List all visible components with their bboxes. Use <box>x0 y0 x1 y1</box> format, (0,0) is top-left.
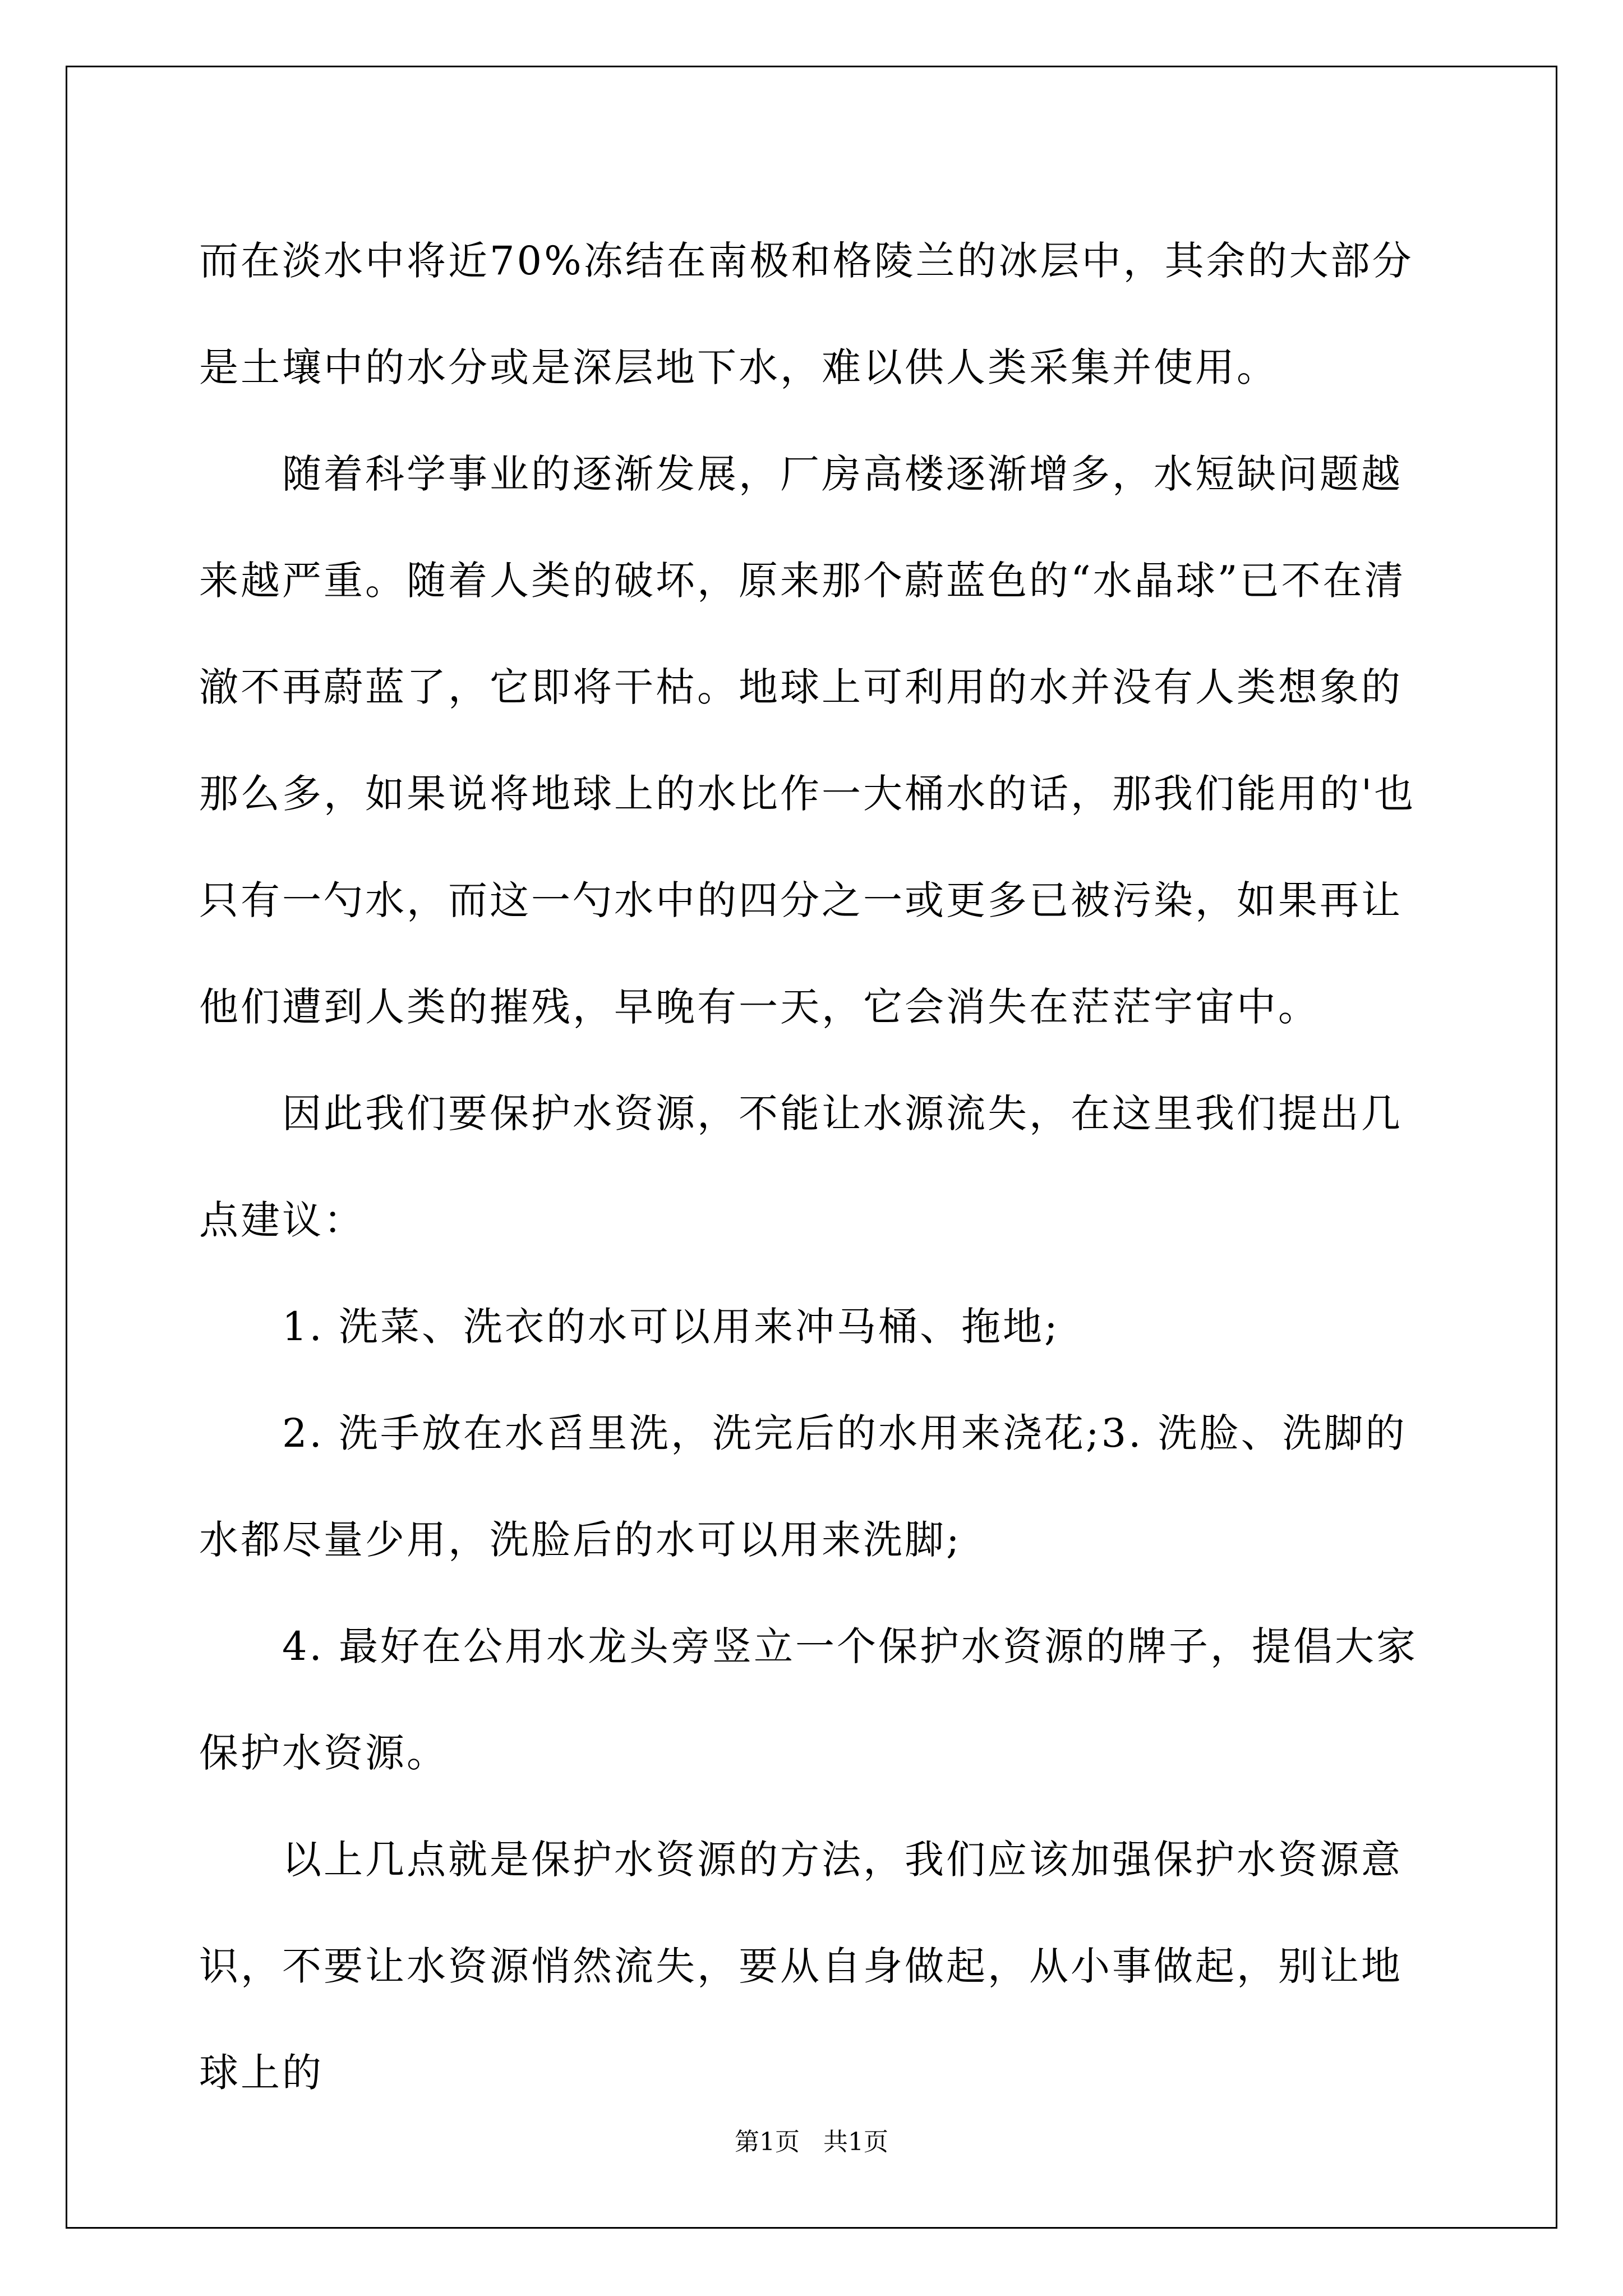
paragraph: 随着科学事业的逐渐发展，厂房高楼逐渐增多，水短缺问题越来越严重。随着人类的破坏，原来那个蔚蓝色的“水晶球”已不在清澈不再蔚蓝了，它即将干枯。地球上可利用的水并没有人类想象的那么多，如果说将地球上的水比作一大桶水的话，那我们能用的'也只有一勺水，而这一勺水中的四分之一或更多已被污染，如果再让他们遭到人类的摧残，早晚有一天，它会消失在茫茫宇宙中。 <box>199 451 1416 1030</box>
page-total: 共1页 <box>823 2128 888 2156</box>
list-item: 1. 洗菜、洗衣的水可以用来冲马桶、拖地; <box>282 1304 1060 1350</box>
list-item: 2. 洗手放在水舀里洗，洗完后的水用来浇花;3. 洗脸、洗脚的水都尽量少用，洗脸后的水可以用来洗脚; <box>199 1410 1407 1563</box>
paragraph: 因此我们要保护水资源，不能让水源流失，在这里我们提出几点建议： <box>199 1091 1403 1243</box>
paragraph: 以上几点就是保护水资源的方法，我们应该加强保护水资源意识，不要让水资源悄然流失，要从自身做起，从小事做起，别让地球上的 <box>199 1837 1403 2096</box>
page-footer <box>0 2122 1623 2157</box>
document-body <box>199 208 1427 2126</box>
list-item: 4. 最好在公用水龙头旁竖立一个保护水资源的牌子，提倡大家保护水资源。 <box>199 1623 1418 1776</box>
page-number: 第1页 <box>735 2128 800 2156</box>
paragraph: 而在淡水中将近70%冻结在南极和格陵兰的冰层中，其余的大部分是土壤中的水分或是深层地下水，难以供人类采集并使用。 <box>199 238 1414 390</box>
